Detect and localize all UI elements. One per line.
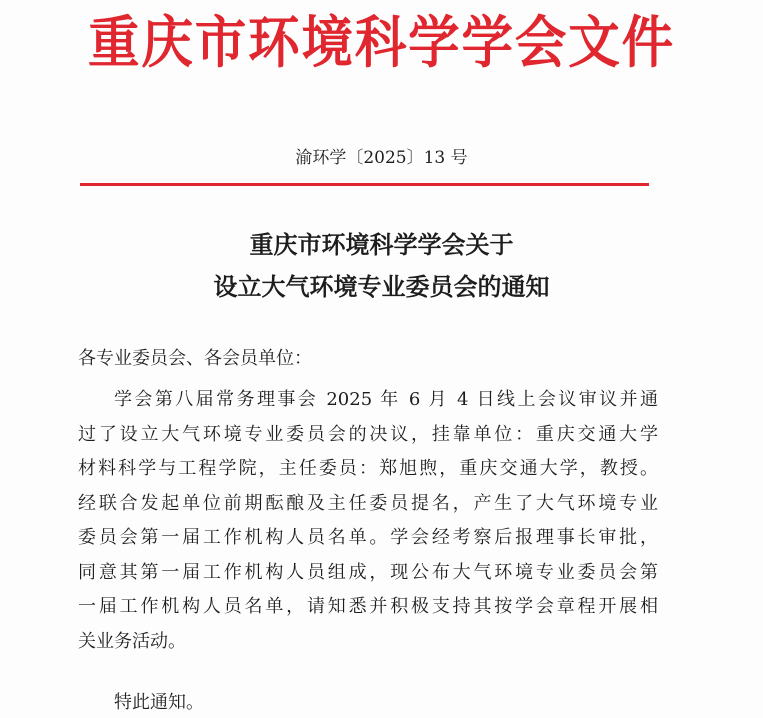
notice-title [0, 224, 763, 308]
notice-body [78, 383, 658, 659]
body-line: 一届工作机构人员名单，请知悉并积极支持其按学会章程开展相 [78, 596, 658, 617]
notice-title-line-2: 设立大气环境专业委员会的通知 [213, 273, 550, 301]
closing-remark: 特此通知。 [114, 692, 204, 713]
red-divider-rule [80, 183, 649, 186]
body-line: 经联合发起单位前期酝酿及主任委员提名，产生了大气环境专业 [78, 492, 658, 514]
letterhead-title: 重庆市环境科学学会文件 [88, 11, 675, 76]
body-line: 过了设立大气环境专业委员会的决议，挂靠单位：重庆交通大学 [78, 423, 658, 445]
body-line: 学会第八届常务理事会 2025 年 6 月 4 日线上会议审议并通 [114, 389, 658, 410]
body-line: 同意其第一届工作机构人员组成，现公布大气环境专业委员会第 [78, 561, 658, 583]
body-line: 关业务活动。 [78, 630, 186, 652]
salutation: 各专业委员会、各会员单位： [78, 348, 312, 369]
document-number: 渝环学〔2025〕13 号 [295, 148, 468, 168]
notice-title-line-1: 重庆市环境科学学会关于 [249, 231, 514, 259]
body-line: 材料科学与工程学院，主任委员：郑旭煦，重庆交通大学，教授。 [78, 458, 658, 479]
body-line: 委员会第一届工作机构人员名单。学会经考察后报理事长审批， [78, 527, 658, 548]
